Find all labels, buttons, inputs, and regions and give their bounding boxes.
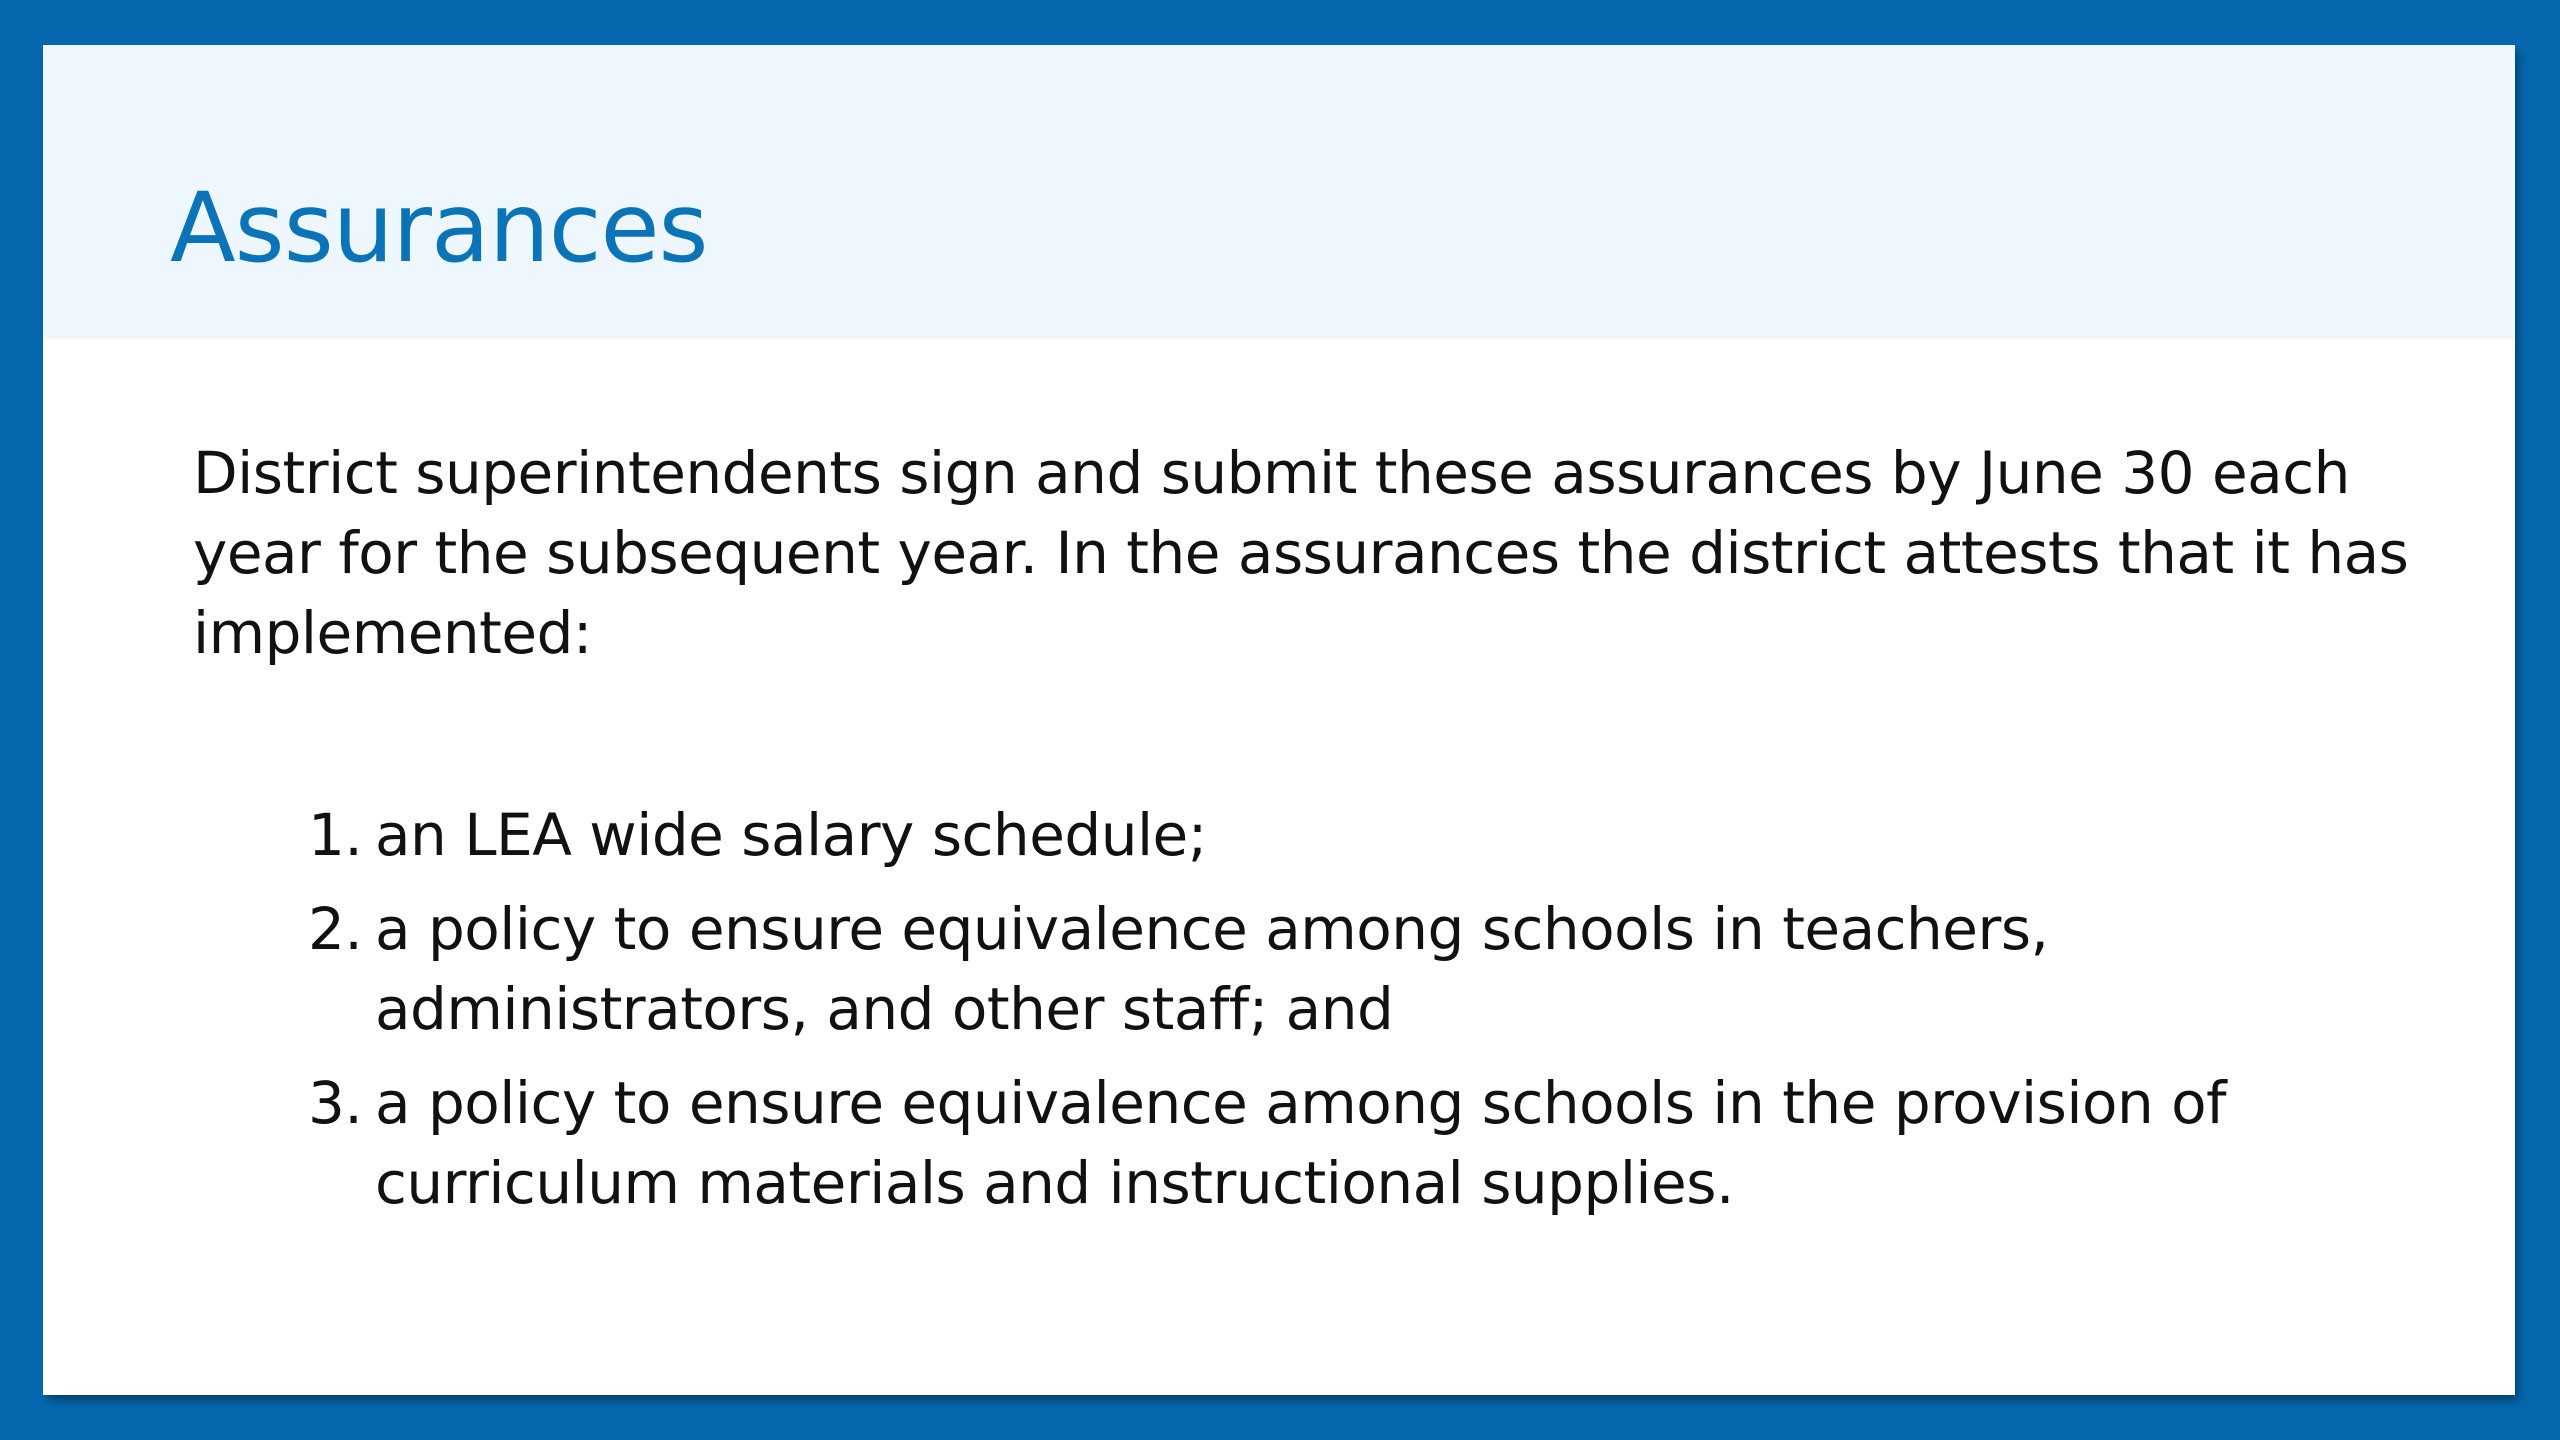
list-item-number: 2. [308,895,363,963]
list-item [193,795,2393,875]
intro-paragraph: District superintendents sign and submit these assurances by June 30 each year for the subsequent year. In the assurances the district attests that it has implemented: [193,439,2409,667]
assurance-list [193,795,2393,1237]
list-item [193,889,2393,1049]
list-item-text: a policy to ensure equivalence among schools in teachers, administrators, and other staff; and [375,895,2049,1043]
list-item-text: a policy to ensure equivalence among schools in the provision of curriculum materials and instructional supplies. [375,1069,2227,1217]
slide [43,45,2515,1395]
title-band [43,45,2515,339]
list-item-number: 1. [308,801,363,869]
list-item-text: an LEA wide salary schedule; [375,801,1207,869]
list-item-number: 3. [308,1069,363,1137]
list-item [193,1063,2393,1223]
slide-title: Assurances [170,172,708,284]
